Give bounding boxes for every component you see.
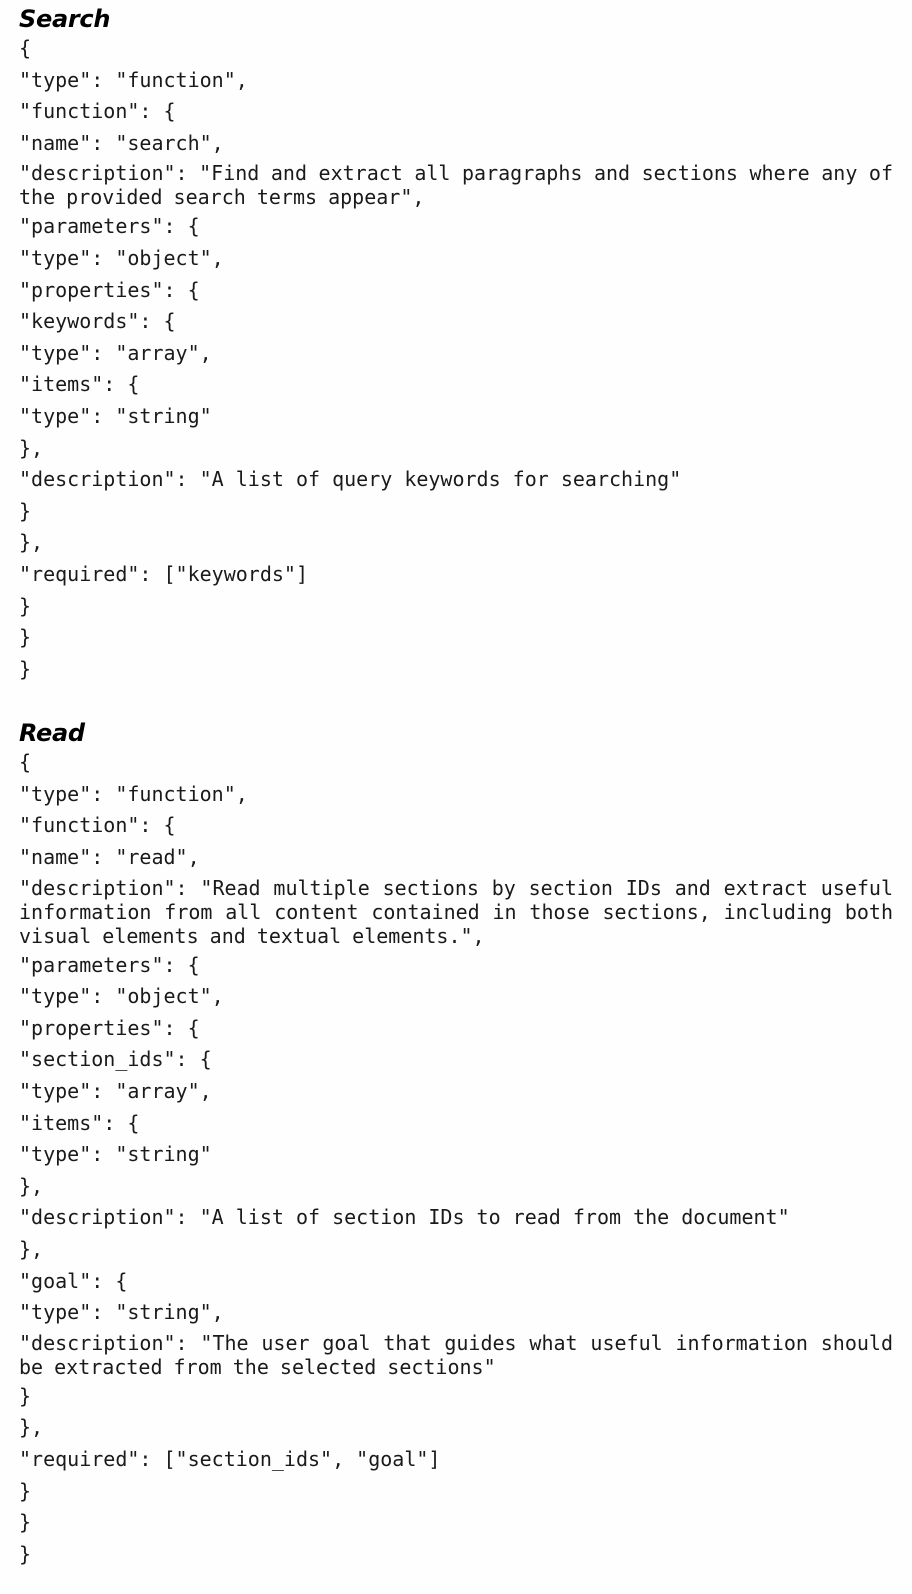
search-section-heading: Search — [19, 5, 111, 33]
code-line: } — [19, 498, 32, 523]
code-line: } — [19, 1478, 32, 1503]
code-line: "name": "read", — [19, 845, 200, 870]
code-line: }, — [19, 1237, 44, 1261]
read-section-heading: Read — [19, 719, 85, 748]
code-line: }, — [19, 530, 44, 555]
code-line: "description": "The user goal that guides what useful information should be extracted from the selected sections" — [19, 1330, 893, 1379]
code-line: } — [19, 593, 32, 618]
code-line: "description": "A list of section IDs to read from the document" — [19, 1205, 790, 1230]
code-line: } — [19, 656, 32, 681]
code-line: "keywords": { — [19, 309, 176, 334]
code-line: } — [19, 1383, 32, 1408]
document-page — [19, 0, 893, 1570]
code-line: "description": "Read multiple sections by section IDs and extract useful information from all content contained in those sections, including both visual elements and textual elements.", — [19, 875, 893, 948]
code-line: "type": "string", — [19, 1300, 224, 1325]
code-line: "type": "string" — [19, 1142, 212, 1167]
code-line: "properties": { — [19, 1015, 200, 1040]
code-line: }, — [19, 1415, 44, 1440]
code-line: "required": ["section_ids", "goal"] — [19, 1446, 441, 1471]
code-line: }, — [19, 435, 44, 460]
code-line: } — [19, 1510, 32, 1535]
code-line: "parameters": { — [19, 214, 200, 239]
code-line: "properties": { — [19, 277, 200, 302]
code-line: { — [19, 36, 32, 60]
code-line: "required": ["keywords"] — [19, 561, 308, 586]
code-line: "type": "function", — [19, 67, 248, 92]
code-line: { — [19, 750, 32, 775]
code-line: "section_ids": { — [19, 1047, 212, 1072]
code-line: "parameters": { — [19, 952, 200, 977]
code-line: } — [19, 625, 32, 650]
code-line: "type": "function", — [19, 781, 248, 806]
search-code-block — [19, 33, 893, 685]
read-code-block — [19, 747, 893, 1570]
code-line: "type": "string" — [19, 403, 212, 428]
code-line: "description": "Find and extract all paragraphs and sections where any of the provided search terms appear", — [19, 161, 893, 210]
code-line: "function": { — [19, 99, 176, 124]
code-line: "type": "array", — [19, 1079, 212, 1104]
code-line: "items": { — [19, 372, 140, 397]
code-line: } — [19, 1541, 32, 1566]
code-line: "function": { — [19, 813, 176, 838]
code-line: }, — [19, 1173, 44, 1198]
code-line: "type": "object", — [19, 245, 224, 270]
code-line: "description": "A list of query keywords for searching" — [19, 467, 682, 492]
code-line: "type": "object", — [19, 984, 224, 1009]
code-line: "name": "search", — [19, 130, 224, 155]
code-line: "goal": { — [19, 1268, 128, 1293]
code-line: "items": { — [19, 1110, 140, 1135]
code-line: "type": "array", — [19, 340, 212, 365]
